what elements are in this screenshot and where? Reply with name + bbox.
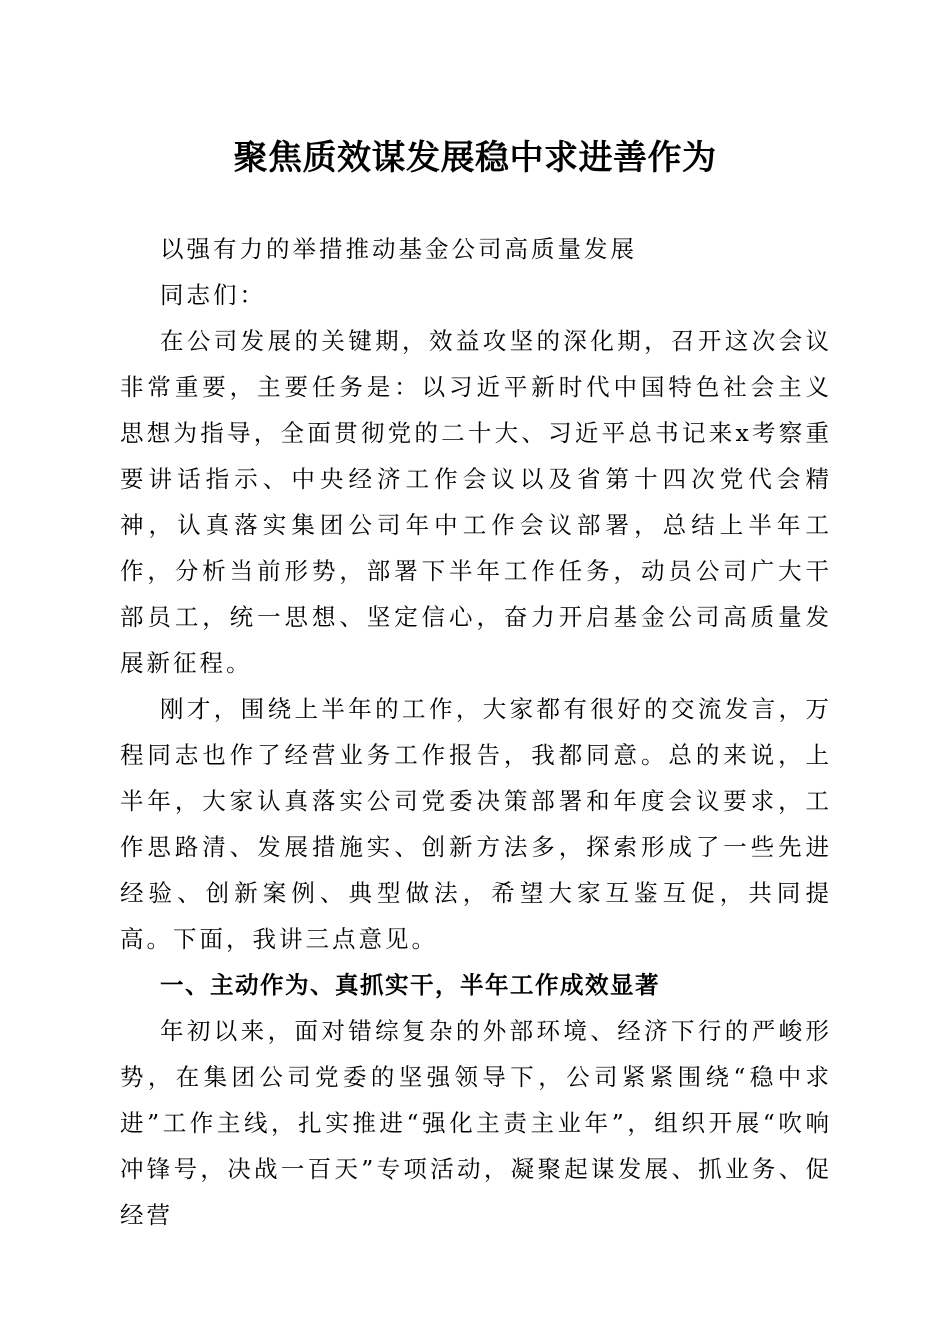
document-body (120, 226, 832, 1238)
document-subtitle: 以强有力的举措推动基金公司高质量发展 (160, 235, 637, 263)
salutation: 同志们： (160, 281, 266, 309)
section-heading: 一、主动作为、真抓实干，半年工作成效显著 (160, 971, 660, 999)
body-paragraph-2: 刚才，围绕上半年的工作，大家都有很好的交流发言，万程同志也作了经营业务工作报告，我都同意。总的来说，上半年，大家认真落实公司党委决策部署和年度会议要求，工作思路清、发展措施实、创新方法多，探索形成了一些先进经验、创新案例、典型做法，希望大家互鉴互促，共同提高。下面，我讲三点意见。 (120, 695, 832, 953)
body-paragraph-1: 在公司发展的关键期，效益攻坚的深化期，召开这次会议非常重要，主要任务是：以习近平新时代中国特色社会主义思想为指导，全面贯彻党的二十大、习近平总书记来x考察重要讲话指示、中央经济工作会议以及省第十四次党代会精神，认真落实集团公司年中工作会议部署，总结上半年工作，分析当前形势，部署下半年工作任务，动员公司广大干部员工，统一思想、坚定信心，奋力开启基金公司高质量发展新征程。 (120, 327, 832, 677)
section-paragraph: 年初以来，面对错综复杂的外部环境、经济下行的严峻形势，在集团公司党委的坚强领导下，公司紧紧围绕“稳中求进”工作主线，扎实推进“强化主责主业年”，组织开展“吹响冲锋号，决战一百天”专项活动，凝聚起谋发展、抓业务、促经营 (120, 1017, 832, 1229)
document-title: 聚焦质效谋发展稳中求进善作为 (233, 138, 717, 178)
